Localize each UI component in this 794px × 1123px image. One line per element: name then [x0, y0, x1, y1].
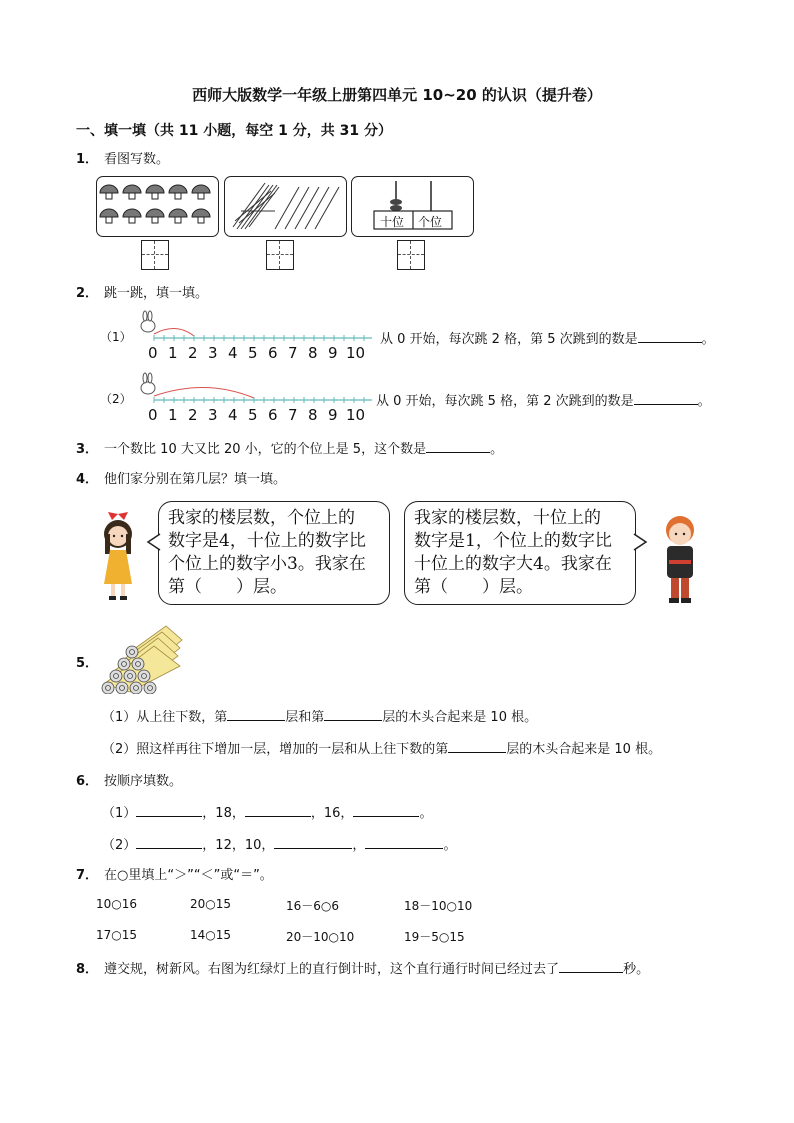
- number-label: 0: [148, 344, 158, 362]
- compare-item[interactable]: 16－6○6: [286, 899, 340, 913]
- answer-blank[interactable]: [324, 707, 382, 721]
- number-label: 10: [346, 344, 366, 362]
- question-number: 6．: [76, 774, 99, 789]
- answer-blank[interactable]: [448, 739, 506, 753]
- question-5-part-1: （1）从上往下数，第 层和第 层的木头合起来是 10 根。: [102, 706, 537, 725]
- compare-item[interactable]: 20○15: [190, 897, 232, 911]
- answer-blank[interactable]: [559, 959, 623, 973]
- number-label: 8: [308, 406, 318, 424]
- number-label: 0: [148, 406, 158, 424]
- question-4: [76, 468, 286, 487]
- compare-item[interactable]: 10○16: [96, 897, 138, 911]
- question-number: 4．: [76, 472, 99, 487]
- compare-item[interactable]: 20－10○10: [286, 930, 355, 944]
- mushroom-icon: [123, 209, 141, 217]
- number-label: 9: [328, 344, 338, 362]
- answer-box-3[interactable]: [397, 240, 425, 270]
- answer-blank[interactable]: [634, 391, 698, 405]
- answer-blank[interactable]: [227, 707, 285, 721]
- sticks-image: [225, 177, 346, 236]
- log-pile-image: [100, 622, 194, 694]
- rabbit-icon: [141, 373, 155, 394]
- number-label: 9: [328, 406, 338, 424]
- boy-illustration: [658, 512, 702, 608]
- mushroom-icon: [123, 185, 141, 193]
- question-number: 2．: [76, 286, 99, 301]
- question-number: 3．: [76, 442, 99, 457]
- answer-blank[interactable]: [638, 329, 702, 343]
- ones-label: 个位: [418, 215, 443, 229]
- question-3: 3． 一个数比 10 大又比 20 小，它的个位上是 5，这个数是 。: [76, 438, 503, 457]
- sticks-picture: [224, 176, 347, 237]
- question-7: [76, 864, 273, 883]
- number-label: 3: [208, 406, 218, 424]
- abacus-image: [352, 177, 473, 236]
- answer-blank[interactable]: [426, 439, 490, 453]
- compare-item[interactable]: 19－5○15: [404, 930, 465, 944]
- section-heading: 一、填一填（共 11 小题，每空 1 分，共 31 分）: [76, 123, 392, 139]
- question-2: [76, 282, 208, 301]
- question-text: 他们家分别在第几层？填一填。: [104, 472, 287, 487]
- number-label: 1: [168, 406, 178, 424]
- tens-label: 十位: [380, 215, 405, 229]
- question-6: [76, 770, 182, 789]
- question-1: [76, 148, 169, 167]
- question-number: 8．: [76, 962, 99, 977]
- compare-item[interactable]: 14○15: [190, 928, 232, 942]
- answer-blank[interactable]: [365, 835, 443, 849]
- answer-blank[interactable]: [353, 803, 419, 817]
- question-5-part-2: （2）照这样再往下增加一层，增加的一层和从上往下数的第 层的木头合起来是 10 根。: [102, 738, 661, 757]
- number-label: 5: [248, 344, 258, 362]
- bubble-tail-right: [632, 532, 648, 552]
- question-number: 5．: [76, 656, 99, 671]
- part-label: （1）: [100, 330, 132, 344]
- question-number: 1．: [76, 152, 99, 167]
- mushroom-picture: [96, 176, 219, 237]
- mushrooms-image: [97, 177, 218, 236]
- question-text: 在○里填上“＞”“＜”或“＝”。: [104, 868, 273, 883]
- sequence-1: （1） ，18， ，16， 。: [102, 802, 432, 821]
- mushroom-icon: [146, 185, 164, 193]
- number-label: 2: [188, 344, 198, 362]
- compare-item[interactable]: 18－10○10: [404, 899, 473, 913]
- answer-box-2[interactable]: [266, 240, 294, 270]
- question-text: 按顺序填数。: [104, 774, 183, 789]
- number-label: 10: [346, 406, 366, 424]
- question-text: 一个数比 10 大又比 20 小，它的个位上是 5，这个数是: [104, 442, 427, 457]
- part-label: （2）: [100, 392, 132, 406]
- answer-box-1[interactable]: [141, 240, 169, 270]
- mushroom-icon: [192, 185, 210, 193]
- question-number: 7．: [76, 868, 99, 883]
- mushroom-icon: [146, 209, 164, 217]
- bubble-tail-left: [146, 532, 162, 552]
- number-label: 2: [188, 406, 198, 424]
- abacus-picture: [351, 176, 474, 237]
- answer-blank[interactable]: [245, 803, 311, 817]
- number-label: 5: [248, 406, 258, 424]
- page-title: 西师大版数学一年级上册第四单元 10~20 的认识（提升卷）: [192, 86, 602, 104]
- number-label: 7: [288, 344, 298, 362]
- rabbit-icon: [141, 311, 155, 332]
- number-label: 4: [228, 406, 238, 424]
- mushroom-icon: [192, 209, 210, 217]
- number-label: 8: [308, 344, 318, 362]
- question-text: 跳一跳，填一填。: [104, 286, 209, 301]
- number-label: 3: [208, 344, 218, 362]
- speech-bubble-left: 我家的楼层数，个位上的 数字是4，十位上的数字比 个位上的数字小3。我家在 第（ ）层。: [158, 501, 390, 605]
- answer-blank[interactable]: [136, 803, 202, 817]
- question-text: 遵交规，树新风。右图为红绿灯上的直行倒计时，这个直行通行时间已经过去了: [104, 962, 560, 977]
- question-text: 看图写数。: [104, 152, 170, 167]
- mushroom-icon: [100, 185, 118, 193]
- question-text: 从 0 开始，每次跳 5 格，第 2 次跳到的数是 。: [376, 390, 711, 409]
- girl-illustration: [96, 512, 140, 604]
- number-label: 1: [168, 344, 178, 362]
- floor-answer-right[interactable]: 第（ ）层。: [414, 577, 533, 597]
- answer-blank[interactable]: [136, 835, 202, 849]
- answer-blank[interactable]: [274, 835, 352, 849]
- speech-bubble-right: 我家的楼层数，十位上的 数字是1，个位上的数字比 十位上的数字大4。我家在 第（ ）层。: [404, 501, 636, 605]
- mushroom-icon: [169, 209, 187, 217]
- number-label: 6: [268, 406, 278, 424]
- number-label: 7: [288, 406, 298, 424]
- question-text: 从 0 开始，每次跳 2 格，第 5 次跳到的数是 。: [380, 328, 715, 347]
- sequence-2: （2） ，12，10， ， 。: [102, 834, 456, 853]
- mushroom-icon: [169, 185, 187, 193]
- compare-item[interactable]: 17○15: [96, 928, 138, 942]
- question-8: 8． 遵交规，树新风。右图为红绿灯上的直行倒计时，这个直行通行时间已经过去了 秒。: [76, 958, 649, 977]
- mushroom-icon: [100, 209, 118, 217]
- number-label: 6: [268, 344, 278, 362]
- number-label: 4: [228, 344, 238, 362]
- floor-answer-left[interactable]: 第（ ）层。: [168, 577, 287, 597]
